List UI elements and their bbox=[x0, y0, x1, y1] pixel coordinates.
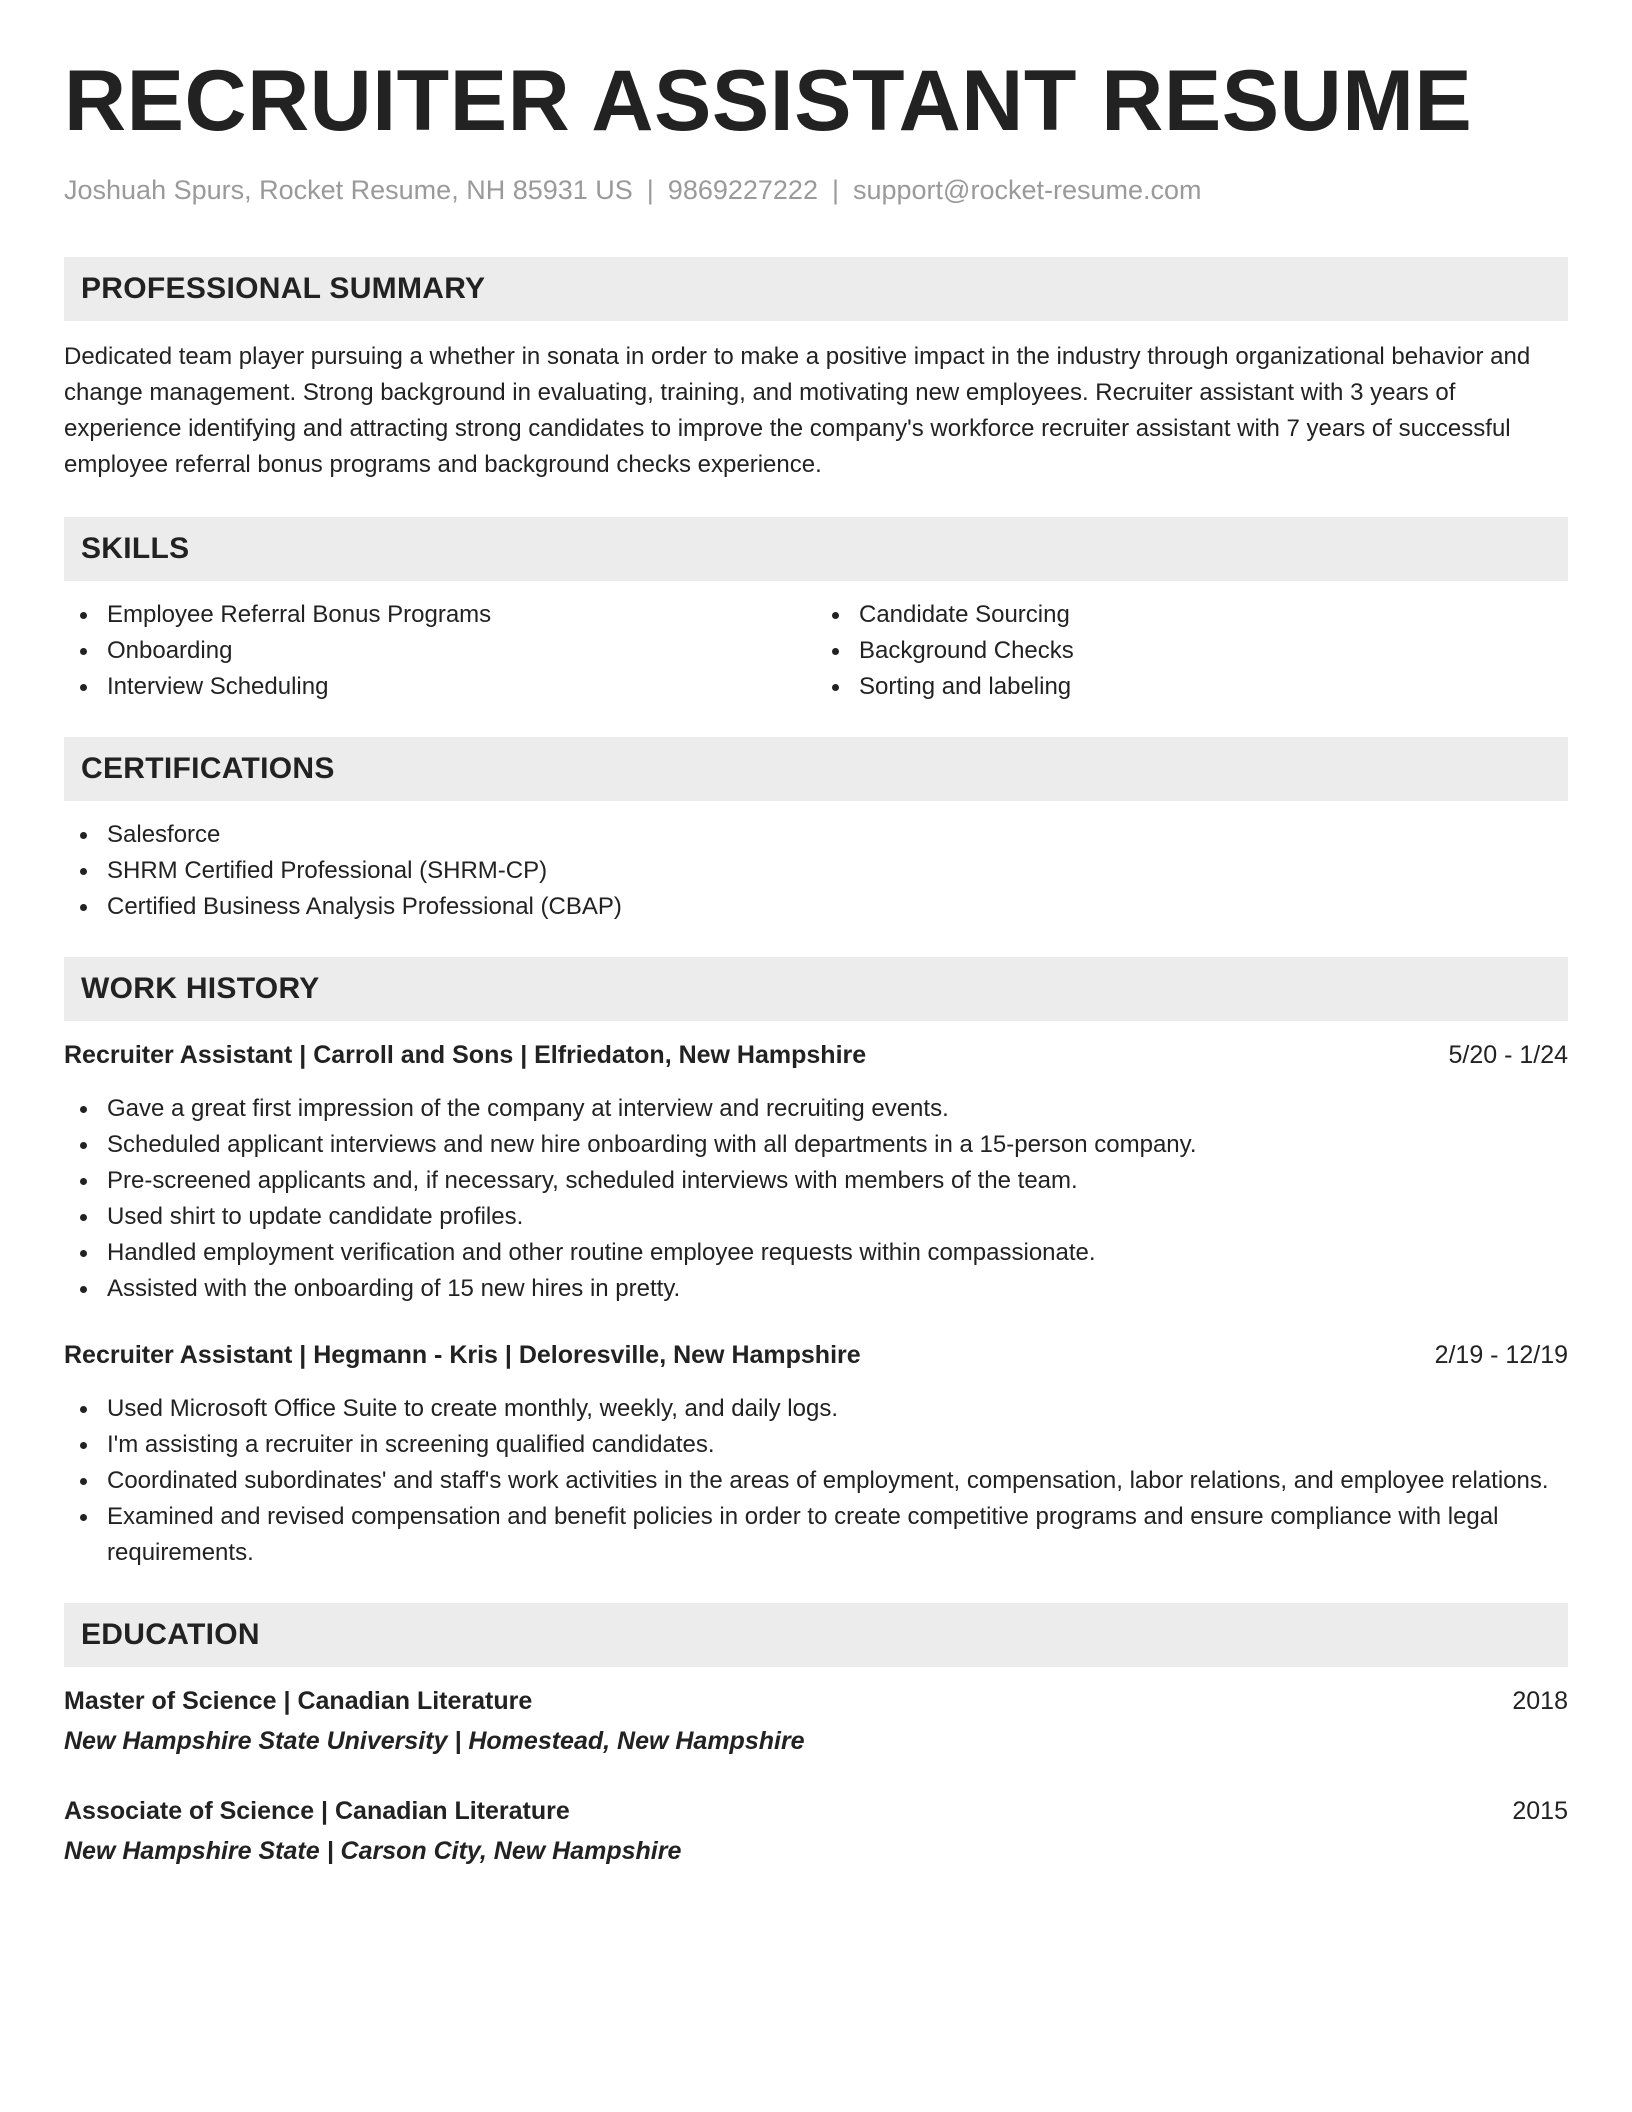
resume-title: RECRUITER ASSISTANT RESUME bbox=[64, 53, 1473, 149]
job-bullet: Coordinated subordinates' and staff's work activities in the areas of employment, compensation, labor relations, and employee relations. bbox=[64, 1463, 1568, 1499]
education-school: New Hampshire State University | Homestead, New Hampshire bbox=[64, 1727, 805, 1756]
job-bullet: Handled employment verification and other routine employee requests within compassionate. bbox=[64, 1235, 1568, 1271]
contact-separator: | bbox=[831, 175, 839, 205]
job-title: Recruiter Assistant | Carroll and Sons | Elfriedaton, New Hampshire bbox=[64, 1041, 867, 1070]
contact-address: Joshuah Spurs, Rocket Resume, NH 85931 US bbox=[64, 175, 633, 205]
job-bullet: Used Microsoft Office Suite to create monthly, weekly, and daily logs. bbox=[64, 1391, 1568, 1427]
summary-section bbox=[64, 257, 1568, 483]
job-bullet: Assisted with the onboarding of 15 new hires in pretty. bbox=[64, 1271, 1568, 1307]
skill-item: Candidate Sourcing bbox=[816, 597, 1568, 633]
skills-grid bbox=[64, 597, 1568, 705]
summary-text: Dedicated team player pursuing a whether in sonata in order to make a positive impact in the industry through organizational behavior and change management. Strong background in evaluating, training, and motivating new employees. Recruiter assistant with 3 years of experience identifying and attracting strong candidates to improve the company's workforce recruiter assistant with 7 years of successful employee referral bonus programs and background checks experience. bbox=[64, 343, 1531, 479]
contact-line bbox=[64, 174, 1568, 206]
education-year: 2015 bbox=[1512, 1797, 1568, 1826]
skill-item: Interview Scheduling bbox=[64, 669, 816, 705]
job-bullet: I'm assisting a recruiter in screening qualified candidates. bbox=[64, 1427, 1568, 1463]
certification-item: Salesforce bbox=[64, 817, 1568, 853]
education-entry bbox=[64, 1683, 1568, 1759]
education-section bbox=[64, 1603, 1568, 1869]
job-header bbox=[64, 1337, 1568, 1373]
certification-item: SHRM Certified Professional (SHRM-CP) bbox=[64, 853, 1568, 889]
education-year: 2018 bbox=[1512, 1687, 1568, 1716]
job-entry bbox=[64, 1037, 1568, 1307]
skill-item: Sorting and labeling bbox=[816, 669, 1568, 705]
job-bullet: Examined and revised compensation and benefit policies in order to create competitive programs and ensure compliance with legal requirements. bbox=[64, 1499, 1568, 1571]
certification-item: Certified Business Analysis Professional (CBAP) bbox=[64, 889, 1568, 925]
job-title: Recruiter Assistant | Hegmann - Kris | Deloresville, New Hampshire bbox=[64, 1341, 861, 1370]
work-history-heading: WORK HISTORY bbox=[64, 957, 1568, 1021]
contact-separator: | bbox=[646, 175, 654, 205]
education-degree: Master of Science | Canadian Literature bbox=[64, 1687, 533, 1716]
contact-phone: 9869227222 bbox=[667, 175, 818, 205]
job-bullet: Gave a great first impression of the company at interview and recruiting events. bbox=[64, 1091, 1568, 1127]
contact-email: support@rocket-resume.com bbox=[852, 175, 1202, 205]
skills-list-right bbox=[816, 597, 1568, 705]
work-history-section bbox=[64, 957, 1568, 1571]
certifications-heading: CERTIFICATIONS bbox=[64, 737, 1568, 801]
job-bullet: Pre-screened applicants and, if necessary, scheduled interviews with members of the team. bbox=[64, 1163, 1568, 1199]
education-degree: Associate of Science | Canadian Literature bbox=[64, 1797, 570, 1826]
job-entry bbox=[64, 1337, 1568, 1571]
job-dates: 5/20 - 1/24 bbox=[1448, 1041, 1568, 1070]
education-school: New Hampshire State | Carson City, New Hampshire bbox=[64, 1837, 682, 1866]
skills-list-left bbox=[64, 597, 816, 705]
job-bullets bbox=[64, 1391, 1568, 1571]
skill-item: Onboarding bbox=[64, 633, 816, 669]
skills-section bbox=[64, 517, 1568, 705]
education-header bbox=[64, 1793, 1568, 1829]
job-bullet: Used shirt to update candidate profiles. bbox=[64, 1199, 1568, 1235]
skill-item: Employee Referral Bonus Programs bbox=[64, 597, 816, 633]
job-bullets bbox=[64, 1091, 1568, 1307]
certifications-list bbox=[64, 817, 1568, 925]
summary-heading: PROFESSIONAL SUMMARY bbox=[64, 257, 1568, 321]
education-entry bbox=[64, 1793, 1568, 1869]
education-heading: EDUCATION bbox=[64, 1603, 1568, 1667]
certifications-section bbox=[64, 737, 1568, 925]
skill-item: Background Checks bbox=[816, 633, 1568, 669]
skills-heading: SKILLS bbox=[64, 517, 1568, 581]
education-header bbox=[64, 1683, 1568, 1719]
job-bullet: Scheduled applicant interviews and new hire onboarding with all departments in a 15-person company. bbox=[64, 1127, 1568, 1163]
job-header bbox=[64, 1037, 1568, 1073]
job-dates: 2/19 - 12/19 bbox=[1434, 1341, 1568, 1370]
